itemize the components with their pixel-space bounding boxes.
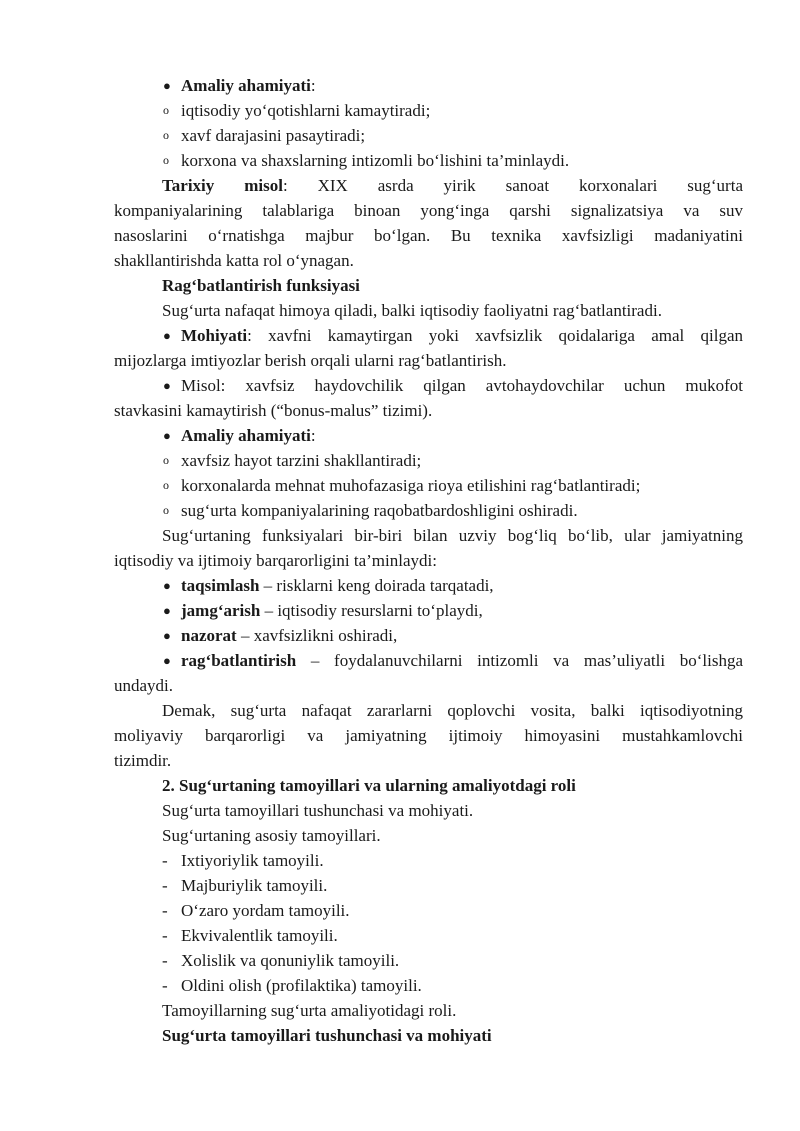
- paragraph-line: Sug‘urtaning asosiy tamoyillari.: [162, 826, 381, 845]
- dash-list-item: [114, 898, 743, 923]
- term-description: – iqtisodiy resurslarni to‘playdi,: [260, 601, 483, 620]
- dash-marker: -: [162, 851, 168, 870]
- bold-label: Amaliy ahamiyati: [181, 426, 311, 445]
- paragraph-line: [114, 173, 743, 198]
- bold-term: jamg‘arish: [181, 601, 261, 620]
- heading-text: 2. Sug‘urtaning tamoyillari va ularning amaliyotdagi roli: [162, 776, 576, 795]
- bullet-item: [114, 623, 743, 648]
- circle-bullet-icon: o: [163, 453, 169, 467]
- term-description: – foydalanuvchilarni intizomli va mas’uliyatli bo‘lishga: [296, 651, 743, 670]
- circle-bullet-icon: o: [163, 478, 169, 492]
- list-item-text: korxonalarda mehnat muhofazasiga rioya etilishini rag‘batlantiradi;: [181, 476, 641, 495]
- list-item-text: sug‘urta kompaniyalarining raqobatbardoshligini oshiradi.: [181, 501, 578, 520]
- list-item-text: Ixtiyoriylik tamoyili.: [181, 851, 324, 870]
- paragraph-line: Sug‘urtaning funksiyalari bir-biri bilan uzviy bog‘liq bo‘lib, ular jamiyatning: [162, 526, 743, 545]
- paragraph-line: iqtisodiy va ijtimoiy barqarorligini ta’minlaydi:: [114, 551, 437, 570]
- bullet-item: [114, 648, 743, 673]
- bullet-icon: ●: [163, 578, 171, 593]
- paragraph-line: mijozlarga imtiyozlar berish orqali ularni rag‘batlantirish.: [114, 351, 507, 370]
- section-heading: [114, 1023, 743, 1048]
- bullet-icon: ●: [163, 603, 171, 618]
- bold-term: rag‘batlantirish: [181, 651, 297, 670]
- dash-marker: -: [162, 876, 168, 895]
- bullet-item: [114, 373, 743, 398]
- dash-list-item: [114, 973, 743, 998]
- bullet-icon: ●: [163, 653, 171, 668]
- dash-marker: -: [162, 926, 168, 945]
- list-item-text: korxona va shaxslarning intizomli bo‘lishini ta’minlaydi.: [181, 151, 570, 170]
- paragraph-line: tizimdir.: [114, 751, 172, 770]
- paragraph-line: kompaniyalarining talablariga binoan yong‘inga qarshi signalizatsiya va suv: [114, 201, 743, 220]
- circle-list-item: [114, 448, 743, 473]
- list-item-text: iqtisodiy yo‘qotishlarni kamaytiradi;: [181, 101, 431, 120]
- paragraph-line: Sug‘urta nafaqat himoya qiladi, balki iqtisodiy faoliyatni rag‘batlantiradi.: [162, 301, 662, 320]
- paragraph-text: Misol: xavfsiz haydovchilik qilgan avtohaydovchilar uchun mukofot: [181, 376, 743, 395]
- dash-list-item: [114, 873, 743, 898]
- list-item-text: xavf darajasini pasaytiradi;: [181, 126, 366, 145]
- dash-list-item: [114, 923, 743, 948]
- section-heading: [114, 273, 743, 298]
- dash-list-item: [114, 948, 743, 973]
- circle-bullet-icon: o: [163, 103, 169, 117]
- paragraph-line: Tamoyillarning sug‘urta amaliyotidagi roli.: [162, 1001, 457, 1020]
- paragraph-line: nasoslarini o‘rnatishga majbur bo‘lgan. Bu texnika xavfsizligi madaniyatini: [114, 226, 743, 245]
- bullet-item: [114, 423, 743, 448]
- bullet-icon: ●: [163, 378, 171, 393]
- bullet-item: [114, 73, 743, 98]
- list-item-text: Ekvivalentlik tamoyili.: [181, 926, 338, 945]
- circle-list-item: [114, 473, 743, 498]
- paragraph-line: shakllantirishda katta rol o‘ynagan.: [114, 251, 354, 270]
- circle-list-item: [114, 498, 743, 523]
- circle-list-item: [114, 148, 743, 173]
- bold-label: Amaliy ahamiyati: [181, 76, 311, 95]
- list-item-text: Xolislik va qonuniylik tamoyili.: [181, 951, 400, 970]
- bold-label: Tarixiy misol: [162, 176, 283, 195]
- heading-text: Rag‘batlantirish funksiyasi: [162, 276, 360, 295]
- label-punct: :: [310, 76, 316, 95]
- circle-bullet-icon: o: [163, 153, 169, 167]
- bullet-item: [114, 598, 743, 623]
- circle-list-item: [114, 123, 743, 148]
- term-description: – xavfsizlikni oshiradi,: [236, 626, 398, 645]
- list-item-text: Oldini olish (profilaktika) tamoyili.: [181, 976, 422, 995]
- paragraph-line: stavkasini kamaytirish (“bonus-malus” tizimi).: [114, 401, 433, 420]
- bold-label: Mohiyati: [181, 326, 248, 345]
- dash-marker: -: [162, 901, 168, 920]
- label-punct: :: [310, 426, 316, 445]
- bold-term: nazorat: [181, 626, 237, 645]
- dash-marker: -: [162, 951, 168, 970]
- term-description: – risklarni keng doirada tarqatadi,: [259, 576, 494, 595]
- bullet-icon: ●: [163, 628, 171, 643]
- bullet-item: [114, 573, 743, 598]
- bullet-icon: ●: [163, 328, 171, 343]
- document-body: [114, 73, 743, 1048]
- paragraph-line: Sug‘urta tamoyillari tushunchasi va mohiyati.: [162, 801, 474, 820]
- list-item-text: Majburiylik tamoyili.: [181, 876, 328, 895]
- section-heading: [114, 773, 743, 798]
- dash-marker: -: [162, 976, 168, 995]
- bullet-icon: ●: [163, 428, 171, 443]
- circle-bullet-icon: o: [163, 128, 169, 142]
- circle-list-item: [114, 98, 743, 123]
- list-item-text: xavfsiz hayot tarzini shakllantiradi;: [181, 451, 422, 470]
- dash-list-item: [114, 848, 743, 873]
- bullet-item: [114, 323, 743, 348]
- bullet-icon: ●: [163, 78, 171, 93]
- heading-text: Sug‘urta tamoyillari tushunchasi va mohiyati: [162, 1026, 492, 1045]
- list-item-text: O‘zaro yordam tamoyili.: [181, 901, 350, 920]
- bold-term: taqsimlash: [181, 576, 260, 595]
- paragraph-text: : xavfni kamaytirgan yoki xavfsizlik qoidalariga amal qilgan: [247, 326, 743, 345]
- paragraph-line: moliyaviy barqarorligi va jamiyatning ijtimoiy himoyasini mustahkamlovchi: [114, 726, 743, 745]
- circle-bullet-icon: o: [163, 503, 169, 517]
- paragraph-text: : XIX asrda yirik sanoat korxonalari sug‘urta: [282, 176, 743, 195]
- paragraph-line: undaydi.: [114, 676, 174, 695]
- paragraph-line: Demak, sug‘urta nafaqat zararlarni qoplovchi vosita, balki iqtisodiyotning: [162, 701, 743, 720]
